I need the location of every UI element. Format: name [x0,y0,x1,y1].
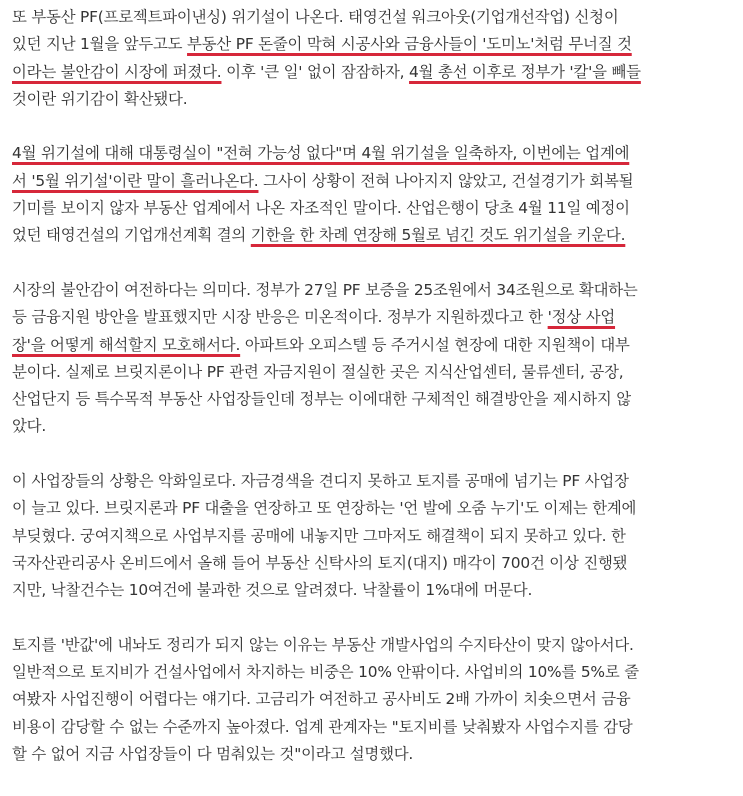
text-segment: 등 금융지원 방안을 발표했지만 시장 반응은 미온적이다. 정부가 지원하겠다고 한 [12,308,548,327]
text-line [12,714,738,741]
text-segment: 또 부동산 PF(프로젝트파이낸싱) 위기설이 나온다. 태영건설 워크아웃(기업개선작업) 신청이 [12,8,619,26]
highlighted-text: 4월 총선 이후로 정부가 '칼'을 빼들 [409,62,641,81]
text-segment: 산업단지 등 특수목적 부동산 사업장들인데 정부는 이에대한 구체적인 해결방안을 제시하지 않 [12,390,631,409]
text-line [12,59,738,86]
text-line [12,577,738,604]
text-line [12,140,738,167]
text-line [12,523,738,550]
text-line [12,359,738,386]
text-segment: 기미를 보이지 않자 부동산 업계에서 나온 자조적인 말이다. 산업은행이 당초 4월 11일 예정이 [12,199,630,218]
text-line [12,413,738,440]
article-paragraph [12,632,738,768]
text-segment: 었던 태영건설의 기업개선계획 결의 [12,226,251,245]
highlighted-text: 4월 위기설에 대해 대통령실이 "전혀 가능성 없다"며 4월 위기설을 일축하자, 이번에는 업계에 [12,144,630,163]
text-segment: 그사이 상황이 전혀 나아지지 않았고, 건설경기가 회복될 [258,171,634,190]
text-segment: 할 수 없어 지금 사업장들이 다 멈춰있는 것"이라고 설명했다. [12,745,414,764]
article-body [12,4,738,796]
article-paragraph [12,4,738,113]
article-paragraph [12,277,738,441]
text-segment: 아파트와 오피스텔 등 주거시설 현장에 대한 지원책이 대부 [240,335,630,354]
text-segment: 부딪혔다. 궁여지책으로 사업부지를 공매에 내놓지만 그마저도 해결책이 되지 못하고 있다. 한 [12,526,626,545]
text-segment: 이 늘고 있다. 브릿지론과 PF 대출을 연장하고 또 연장하는 '언 발에 오줌 누기'도 이제는 한계에 [12,499,637,518]
text-line [12,495,738,522]
highlighted-text: 장'을 어떻게 해석할지 모호해서다. [12,335,241,354]
text-line [12,659,738,686]
text-line [12,304,738,331]
text-line [12,386,738,413]
highlighted-text: 부동산 PF 돈줄이 막혀 시공사와 금융사들이 '도미노'처럼 무너질 것 [187,35,632,54]
text-line [12,632,738,659]
highlighted-text: 이라는 불안감이 시장에 퍼졌다. [12,62,222,81]
text-segment: 시장의 불안감이 여전하다는 의미다. 정부가 27일 PF 보증을 25조원에서 34조원으로 확대하는 [12,280,638,299]
text-line [12,277,738,304]
text-segment: 이 사업장들의 상황은 악화일로다. 자금경색을 견디지 못하고 토지를 공매에 넘기는 PF 사업장 [12,472,629,491]
text-line [12,168,738,195]
text-line [12,686,738,713]
text-segment: 토지를 '반값'에 내놔도 정리가 되지 않는 이유는 부동산 개발사업의 수지타산이 맞지 않아서다. [12,635,634,654]
text-segment: 있던 지난 1월을 앞두고도 [12,35,188,54]
text-line [12,4,738,31]
text-segment: 국자산관리공사 온비드에서 올해 들어 부동산 신탁사의 토지(대지) 매각이 700건 이상 진행됐 [12,553,628,572]
text-segment: 것이란 위기감이 확산됐다. [12,89,188,108]
text-line [12,741,738,768]
text-segment: 일반적으로 토지비가 건설사업에서 차지하는 비중은 10% 안팎이다. 사업비의 10%를 5%로 줄 [12,663,639,682]
text-segment: 지만, 낙찰건수는 10여건에 불과한 것으로 알려졌다. 낙찰률이 1%대에 머문다. [12,581,533,600]
text-line [12,86,738,113]
highlighted-text: 기한을 한 차례 연장해 5월로 넘긴 것도 위기설을 키운다. [250,226,626,245]
text-line [12,332,738,359]
text-segment: 이후 '큰 일' 없이 잠잠하자, [221,62,410,81]
highlighted-text: '정상 사업 [547,308,616,327]
text-segment: 여봤자 사업진행이 어렵다는 얘기다. 고금리가 여전하고 공사비도 2배 가까이 치솟으면서 금융 [12,690,631,709]
text-line [12,31,738,58]
text-segment: 분이다. 실제로 브릿지론이나 PF 관련 자금지원이 절실한 곳은 지식산업센터, 물류센터, 공장, [12,362,624,381]
text-line [12,195,738,222]
text-line [12,222,738,249]
text-segment: 비용이 감당할 수 없는 수준까지 높아졌다. 업계 관계자는 "토지비를 낮춰봤자 사업수지를 감당 [12,717,633,736]
text-line [12,468,738,495]
text-segment: 았다. [12,417,47,436]
article-paragraph [12,468,738,604]
text-line [12,550,738,577]
article-paragraph [12,140,738,249]
highlighted-text: 서 '5월 위기설'이란 말이 흘러나온다. [12,171,259,190]
